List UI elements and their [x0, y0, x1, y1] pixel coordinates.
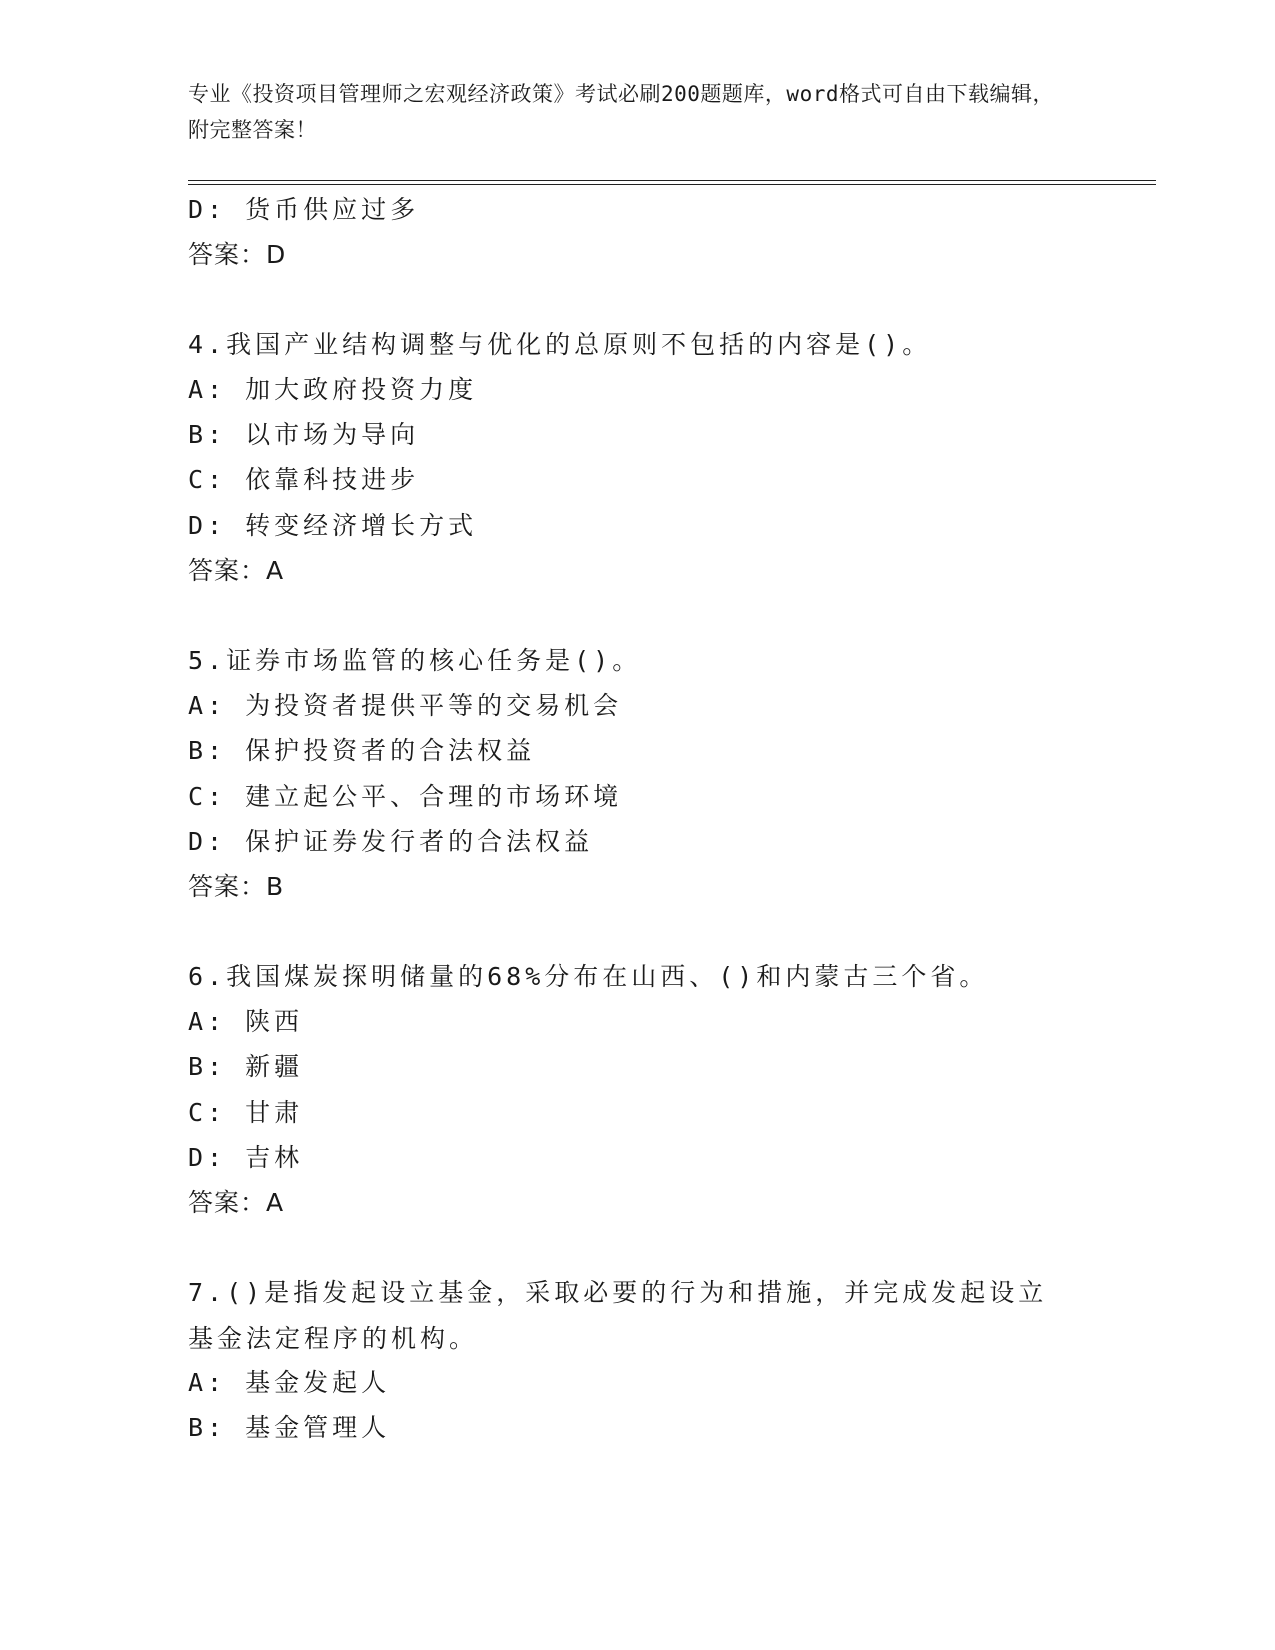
q7-option-b: B: 基金管理人	[188, 1413, 391, 1442]
q4-answer: 答案：A	[188, 556, 285, 585]
q6-option-c: C: 甘肃	[188, 1098, 304, 1127]
q4-stem: 4.我国产业结构调整与优化的总原则不包括的内容是()。	[188, 330, 932, 359]
q3-answer: 答案：D	[188, 240, 287, 269]
q4-option-c: C: 依靠科技进步	[188, 465, 420, 494]
q6-stem: 6.我国煤炭探明储量的68%分布在山西、()和内蒙古三个省。	[188, 962, 989, 991]
q3-option-d: D: 货币供应过多	[188, 195, 420, 224]
document-header: 专业《投资项目管理师之宏观经济政策》考试必刷200题题库，word格式可自由下载编辑，附完整答案！	[188, 82, 1054, 142]
header-rule-bottom	[188, 184, 1156, 185]
q7-option-a: A: 基金发起人	[188, 1368, 391, 1397]
q6-option-a: A: 陕西	[188, 1007, 304, 1036]
q5-answer: 答案：B	[188, 872, 285, 901]
q6-option-d: D: 吉林	[188, 1143, 304, 1172]
q6-option-b: B: 新疆	[188, 1052, 304, 1081]
q5-option-a: A: 为投资者提供平等的交易机会	[188, 691, 623, 720]
q5-option-c: C: 建立起公平、合理的市场环境	[188, 782, 623, 811]
q4-option-b: B: 以市场为导向	[188, 420, 420, 449]
q5-stem: 5.证券市场监管的核心任务是()。	[188, 646, 642, 675]
q7-stem: 7.()是指发起设立基金，采取必要的行为和措施，并完成发起设立基金法定程序的机构。	[188, 1278, 1048, 1353]
q5-option-b: B: 保护投资者的合法权益	[188, 736, 536, 765]
q4-option-a: A: 加大政府投资力度	[188, 375, 478, 404]
q6-answer: 答案：A	[188, 1188, 285, 1217]
header-rule-top	[188, 180, 1156, 181]
q4-option-d: D: 转变经济增长方式	[188, 511, 478, 540]
q5-option-d: D: 保护证券发行者的合法权益	[188, 827, 594, 856]
